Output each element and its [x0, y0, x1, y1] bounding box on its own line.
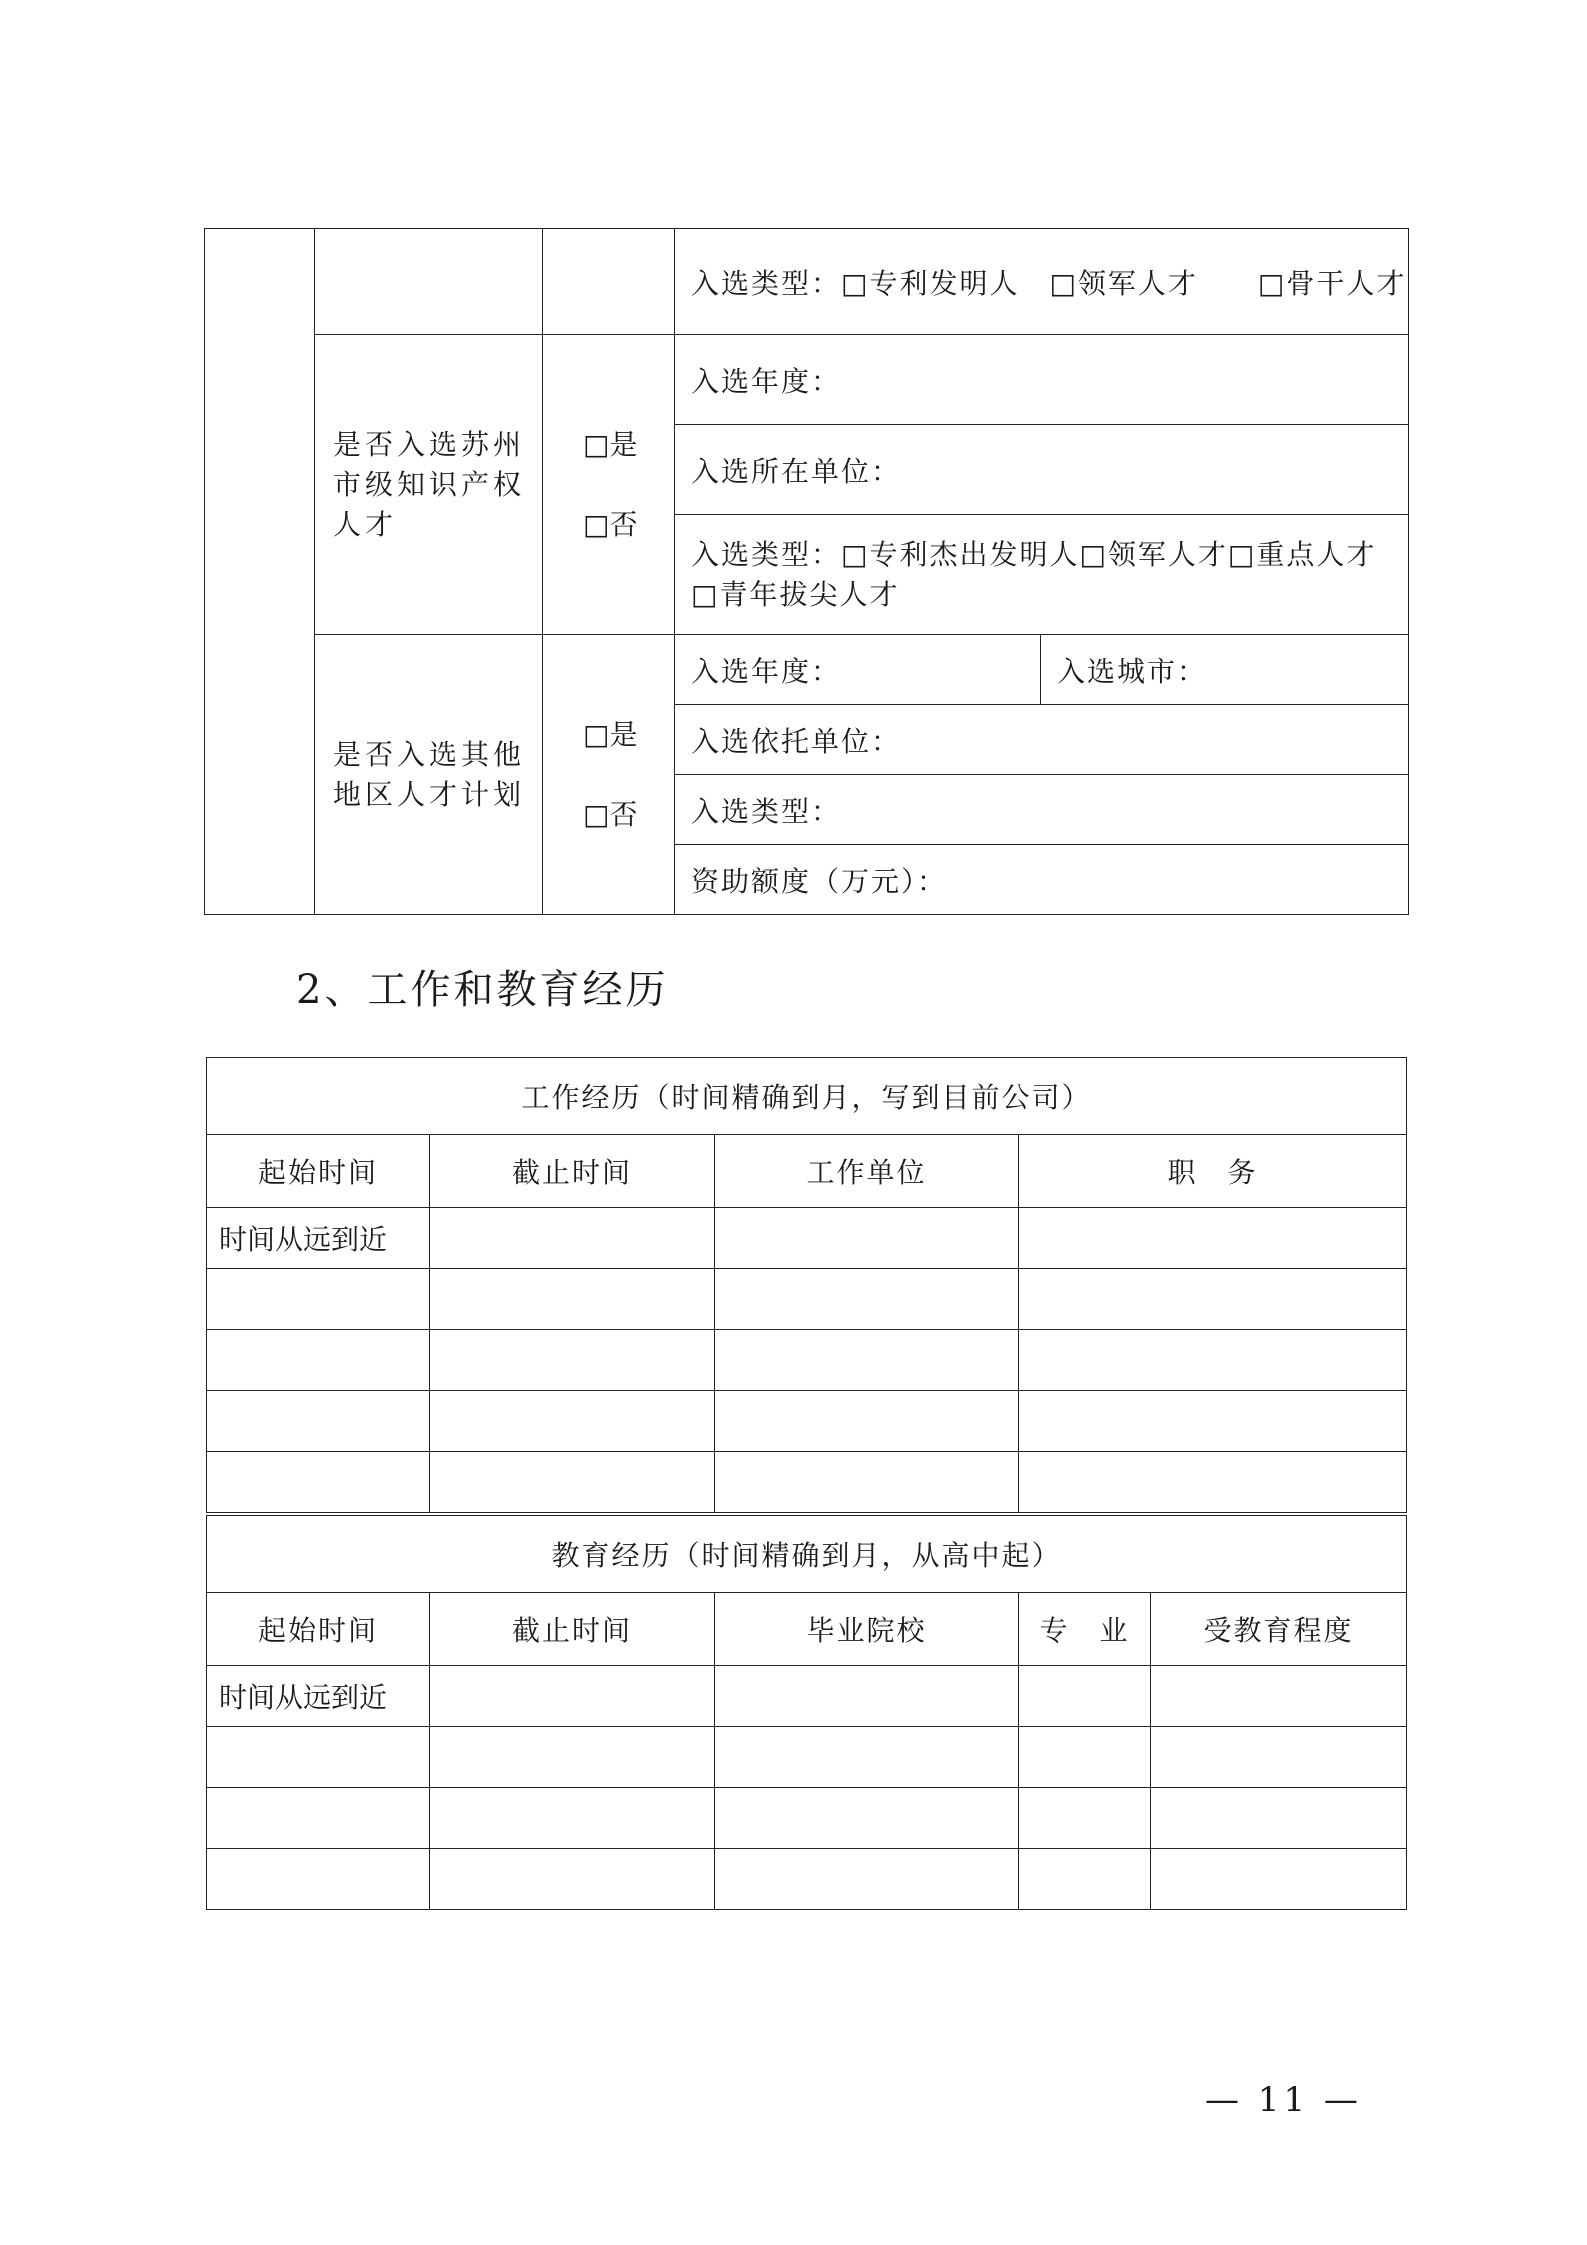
table-cell[interactable]	[207, 1269, 430, 1330]
table-cell[interactable]	[207, 1788, 430, 1849]
edu-row-note[interactable]: 时间从远到近	[207, 1666, 430, 1727]
table-cell[interactable]	[1151, 1666, 1407, 1727]
table-cell[interactable]	[430, 1208, 715, 1269]
table-cell[interactable]	[1151, 1788, 1407, 1849]
other-city-field[interactable]: 入选城市：	[1041, 635, 1409, 705]
table-cell[interactable]	[1019, 1727, 1151, 1788]
suzhou-unit-field[interactable]: 入选所在单位：	[675, 425, 1409, 515]
table-cell[interactable]	[715, 1666, 1019, 1727]
page-number: — 11 —	[1205, 2080, 1362, 2120]
left-merged-cell	[205, 229, 315, 915]
blank-question-cell	[315, 229, 543, 335]
other-type-field[interactable]: 入选类型：	[675, 775, 1409, 845]
other-talent-question: 是否入选其他地区人才计划	[315, 635, 543, 915]
table-row	[207, 1788, 1407, 1849]
other-funding-field[interactable]: 资助额度（万元）：	[675, 845, 1409, 915]
table-cell[interactable]	[1151, 1849, 1407, 1910]
suzhou-yes-checkbox[interactable]: □是	[583, 427, 638, 461]
table-cell[interactable]	[1019, 1788, 1151, 1849]
table-cell[interactable]	[1151, 1727, 1407, 1788]
education-table	[206, 1515, 1407, 1910]
other-yes-checkbox[interactable]: □是	[583, 717, 638, 751]
other-no-checkbox[interactable]: □否	[583, 797, 638, 831]
table-cell[interactable]	[715, 1727, 1019, 1788]
table-cell[interactable]	[207, 1849, 430, 1910]
work-table-title: 工作经历（时间精确到月，写到目前公司）	[207, 1058, 1407, 1135]
table-cell[interactable]	[430, 1391, 715, 1452]
table-cell[interactable]	[430, 1849, 715, 1910]
other-year-field[interactable]: 入选年度：	[675, 635, 1041, 705]
other-yes-no	[543, 635, 675, 915]
table-cell[interactable]	[430, 1727, 715, 1788]
work-experience-table	[206, 1057, 1407, 1513]
table-row	[207, 1330, 1407, 1391]
table-cell[interactable]	[1019, 1269, 1407, 1330]
table-cell[interactable]	[1019, 1208, 1407, 1269]
talent-program-table	[204, 228, 1409, 915]
table-cell[interactable]	[1019, 1330, 1407, 1391]
table-cell[interactable]	[430, 1788, 715, 1849]
table-cell[interactable]	[1019, 1452, 1407, 1513]
blank-choice-cell	[543, 229, 675, 335]
table-row	[207, 1666, 1407, 1727]
table-cell[interactable]	[207, 1330, 430, 1391]
suzhou-yes-no	[543, 335, 675, 635]
work-col-employer: 工作单位	[715, 1135, 1019, 1208]
table-cell[interactable]	[207, 1391, 430, 1452]
table-cell[interactable]	[715, 1849, 1019, 1910]
table-cell[interactable]	[430, 1666, 715, 1727]
education-table-title: 教育经历（时间精确到月，从高中起）	[207, 1516, 1407, 1593]
table-cell[interactable]	[1019, 1849, 1151, 1910]
table-row	[207, 1269, 1407, 1330]
table-cell[interactable]	[715, 1330, 1019, 1391]
selection-type-field[interactable]: 入选类型：□专利发明人 □领军人才 □骨干人才	[675, 229, 1409, 335]
work-row-note[interactable]: 时间从远到近	[207, 1208, 430, 1269]
table-cell[interactable]	[715, 1269, 1019, 1330]
table-cell[interactable]	[207, 1452, 430, 1513]
work-col-position: 职 务	[1019, 1135, 1407, 1208]
edu-col-school: 毕业院校	[715, 1593, 1019, 1666]
table-row	[207, 1208, 1407, 1269]
table-cell[interactable]	[430, 1452, 715, 1513]
table-cell[interactable]	[430, 1269, 715, 1330]
table-cell[interactable]	[430, 1330, 715, 1391]
table-row	[207, 1391, 1407, 1452]
suzhou-type-field[interactable]: 入选类型：□专利杰出发明人□领军人才□重点人才□青年拔尖人才	[675, 515, 1409, 635]
table-cell[interactable]	[715, 1208, 1019, 1269]
work-col-start: 起始时间	[207, 1135, 430, 1208]
table-cell[interactable]	[1019, 1391, 1407, 1452]
section-title: 2、工作和教育经历	[296, 967, 669, 1013]
edu-col-start: 起始时间	[207, 1593, 430, 1666]
other-unit-field[interactable]: 入选依托单位：	[675, 705, 1409, 775]
table-cell[interactable]	[715, 1788, 1019, 1849]
table-cell[interactable]	[207, 1727, 430, 1788]
suzhou-year-field[interactable]: 入选年度：	[675, 335, 1409, 425]
table-cell[interactable]	[715, 1391, 1019, 1452]
table-cell[interactable]	[715, 1452, 1019, 1513]
edu-col-degree: 受教育程度	[1151, 1593, 1407, 1666]
suzhou-no-checkbox[interactable]: □否	[583, 507, 638, 541]
table-cell[interactable]	[1019, 1666, 1151, 1727]
table-row	[207, 1727, 1407, 1788]
table-row	[207, 1452, 1407, 1513]
suzhou-talent-question: 是否入选苏州市级知识产权人才	[315, 335, 543, 635]
edu-col-end: 截止时间	[430, 1593, 715, 1666]
table-row	[207, 1849, 1407, 1910]
work-col-end: 截止时间	[430, 1135, 715, 1208]
edu-col-major: 专 业	[1019, 1593, 1151, 1666]
